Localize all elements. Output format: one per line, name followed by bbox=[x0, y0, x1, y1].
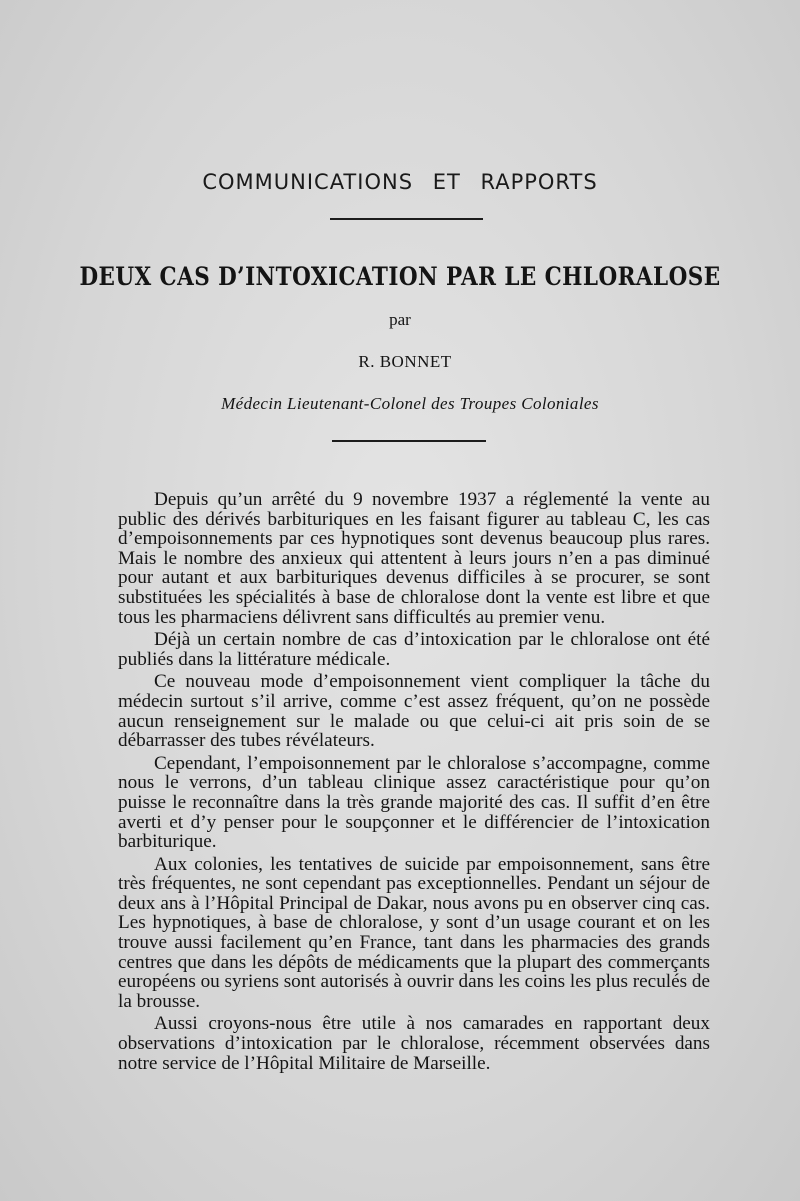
section-heading: COMMUNICATIONS ET RAPPORTS bbox=[202, 170, 598, 194]
article-body bbox=[118, 490, 710, 1076]
paragraph: Aux colonies, les tentatives de suicide par empoisonnement, sans être très fréquentes, ne sont cependant pas exceptionnelles. Pendant un séjour de deux ans à l’Hôpital Principal de Dakar, nous avons pu en observer cinq cas. Les hypnotiques, à base de chloralose, y sont d’un usage courant et on les trouve aussi facilement qu’en France, tant dans les pharmacies des grands centres que dans les dépôts de médicaments que la plupart des commerçants européens ou syriens sont autorisés à ouvrir dans les coins les plus reculés de la brousse. bbox=[118, 853, 711, 1012]
divider-rule-top bbox=[330, 218, 483, 220]
paragraph: Cependant, l’empoisonnement par le chloralose s’accompagne, comme nous le verrons, d’un tableau clinique assez caractéristique pour qu’on puisse le reconnaître dans la très grande majorité des cas. Il suffit d’en être averti et d’y penser pour le soupçonner et le différencier de l’intoxication barbiturique. bbox=[118, 752, 710, 853]
paragraph: Depuis qu’un arrêté du 9 novembre 1937 a réglementé la vente au public des dérivés barbituriques en les faisant figurer au tableau C, les cas d’empoisonnements par ces hypnotiques sont devenus beaucoup plus rares. Mais le nombre des anxieux qui attentent à leurs jours n’en a pas diminué pour autant et aux barbituriques devenus difficiles à se procurer, se sont substituées les spécialités à base de chloralose dont la vente est libre et que tous les pharmaciens délivrent sans difficultés au premier venu. bbox=[118, 489, 710, 628]
divider-rule-bottom bbox=[332, 440, 486, 442]
paragraph: Déjà un certain nombre de cas d’intoxication par le chloralose ont été publiés dans la littérature médicale. bbox=[118, 629, 710, 670]
paragraph: Ce nouveau mode d’empoisonnement vient compliquer la tâche du médecin surtout s’il arrive, comme c’est assez fréquent, qu’on ne possède aucun renseignement sur le malade ou que celui-ci ait pris soin de se débarrasser des tubes révélateurs. bbox=[118, 671, 710, 752]
author-name: R. BONNET bbox=[358, 352, 452, 371]
article-title: DEUX CAS D’INTOXICATION PAR LE CHLORALOSE bbox=[79, 262, 721, 291]
author-affiliation: Médecin Lieutenant-Colonel des Troupes Coloniales bbox=[221, 394, 599, 413]
paragraph: Aussi croyons-nous être utile à nos camarades en rapportant deux observations d’intoxication par le chloralose, récemment observées dans notre service de l’Hôpital Militaire de Marseille. bbox=[118, 1013, 710, 1074]
byline-par: par bbox=[389, 310, 411, 329]
